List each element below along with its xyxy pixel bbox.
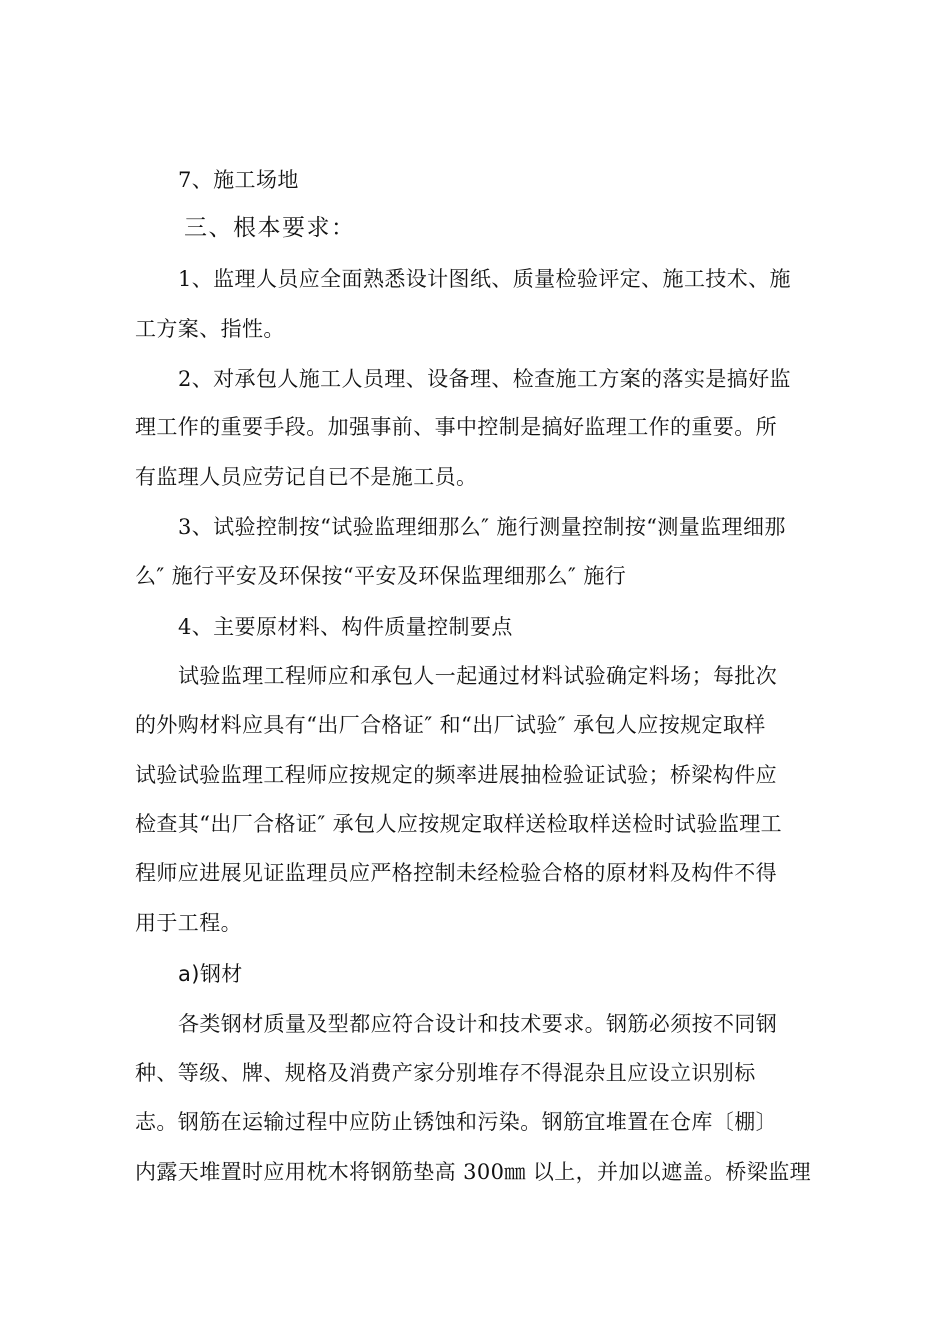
para1-line-1: 1、监理人员应全面熟悉设计图纸、质量检验评定、施工技术、施 bbox=[178, 267, 791, 291]
para5-line-4: 检查其“出厂合格证″ 承包人应按规定取样送检取样送检时试验监理工 bbox=[135, 812, 783, 836]
para6-line-4: 内露天堆置时应用枕木将钢筋垫高 300㎜ 以上，并加以遮盖。桥梁监理 bbox=[135, 1160, 812, 1184]
subsection-a-label: a) bbox=[178, 962, 200, 986]
para2-line-2: 理工作的重要手段。加强事前、事中控制是搞好监理工作的重要。所 bbox=[135, 415, 777, 439]
para2-line-3: 有监理人员应劳记自已不是施工员。 bbox=[135, 465, 478, 489]
para6-line-3: 志。钢筋在运输过程中应防止锈蚀和污染。钢筋宜堆置在仓库〔棚〕 bbox=[135, 1110, 777, 1134]
item-7-line: 7、施工场地 bbox=[178, 168, 299, 192]
para3-line-2: 么″ 施行平安及环保按“平安及环保监理细那么″ 施行 bbox=[135, 564, 627, 588]
para3-line-1: 3、试验控制按“试验监理细那么″ 施行测量控制按“测量监理细那 bbox=[178, 515, 786, 539]
subsection-a-text: 钢材 bbox=[199, 962, 243, 986]
para5-line-3: 试验试验监理工程师应按规定的频率进展抽检验证试验；桥梁构件应 bbox=[135, 763, 777, 787]
section-heading: 三、根本要求： bbox=[184, 215, 356, 241]
para4-title: 4、主要原材料、构件质量控制要点 bbox=[178, 615, 513, 639]
subsection-a bbox=[178, 959, 243, 989]
para6-line-1: 各类钢材质量及型都应符合设计和技术要求。钢筋必须按不同钢 bbox=[178, 1012, 778, 1036]
para1-line-2: 工方案、指性。 bbox=[135, 317, 285, 341]
para5-line-1: 试验监理工程师应和承包人一起通过材料试验确定料场；每批次 bbox=[178, 664, 778, 688]
para5-line-5: 程师应进展见证监理员应严格控制未经检验合格的原材料及构件不得 bbox=[135, 861, 777, 885]
para6-line-2: 种、等级、牌、规格及消费产家分别堆存不得混杂且应设立识别标 bbox=[135, 1061, 756, 1085]
para5-line-6: 用于工程。 bbox=[135, 911, 242, 935]
para2-line-1: 2、对承包人施工人员理、设备理、检查施工方案的落实是搞好监 bbox=[178, 367, 791, 391]
para5-line-2: 的外购材料应具有“出厂合格证″ 和“出厂试验″ 承包人应按规定取样 bbox=[135, 713, 766, 737]
